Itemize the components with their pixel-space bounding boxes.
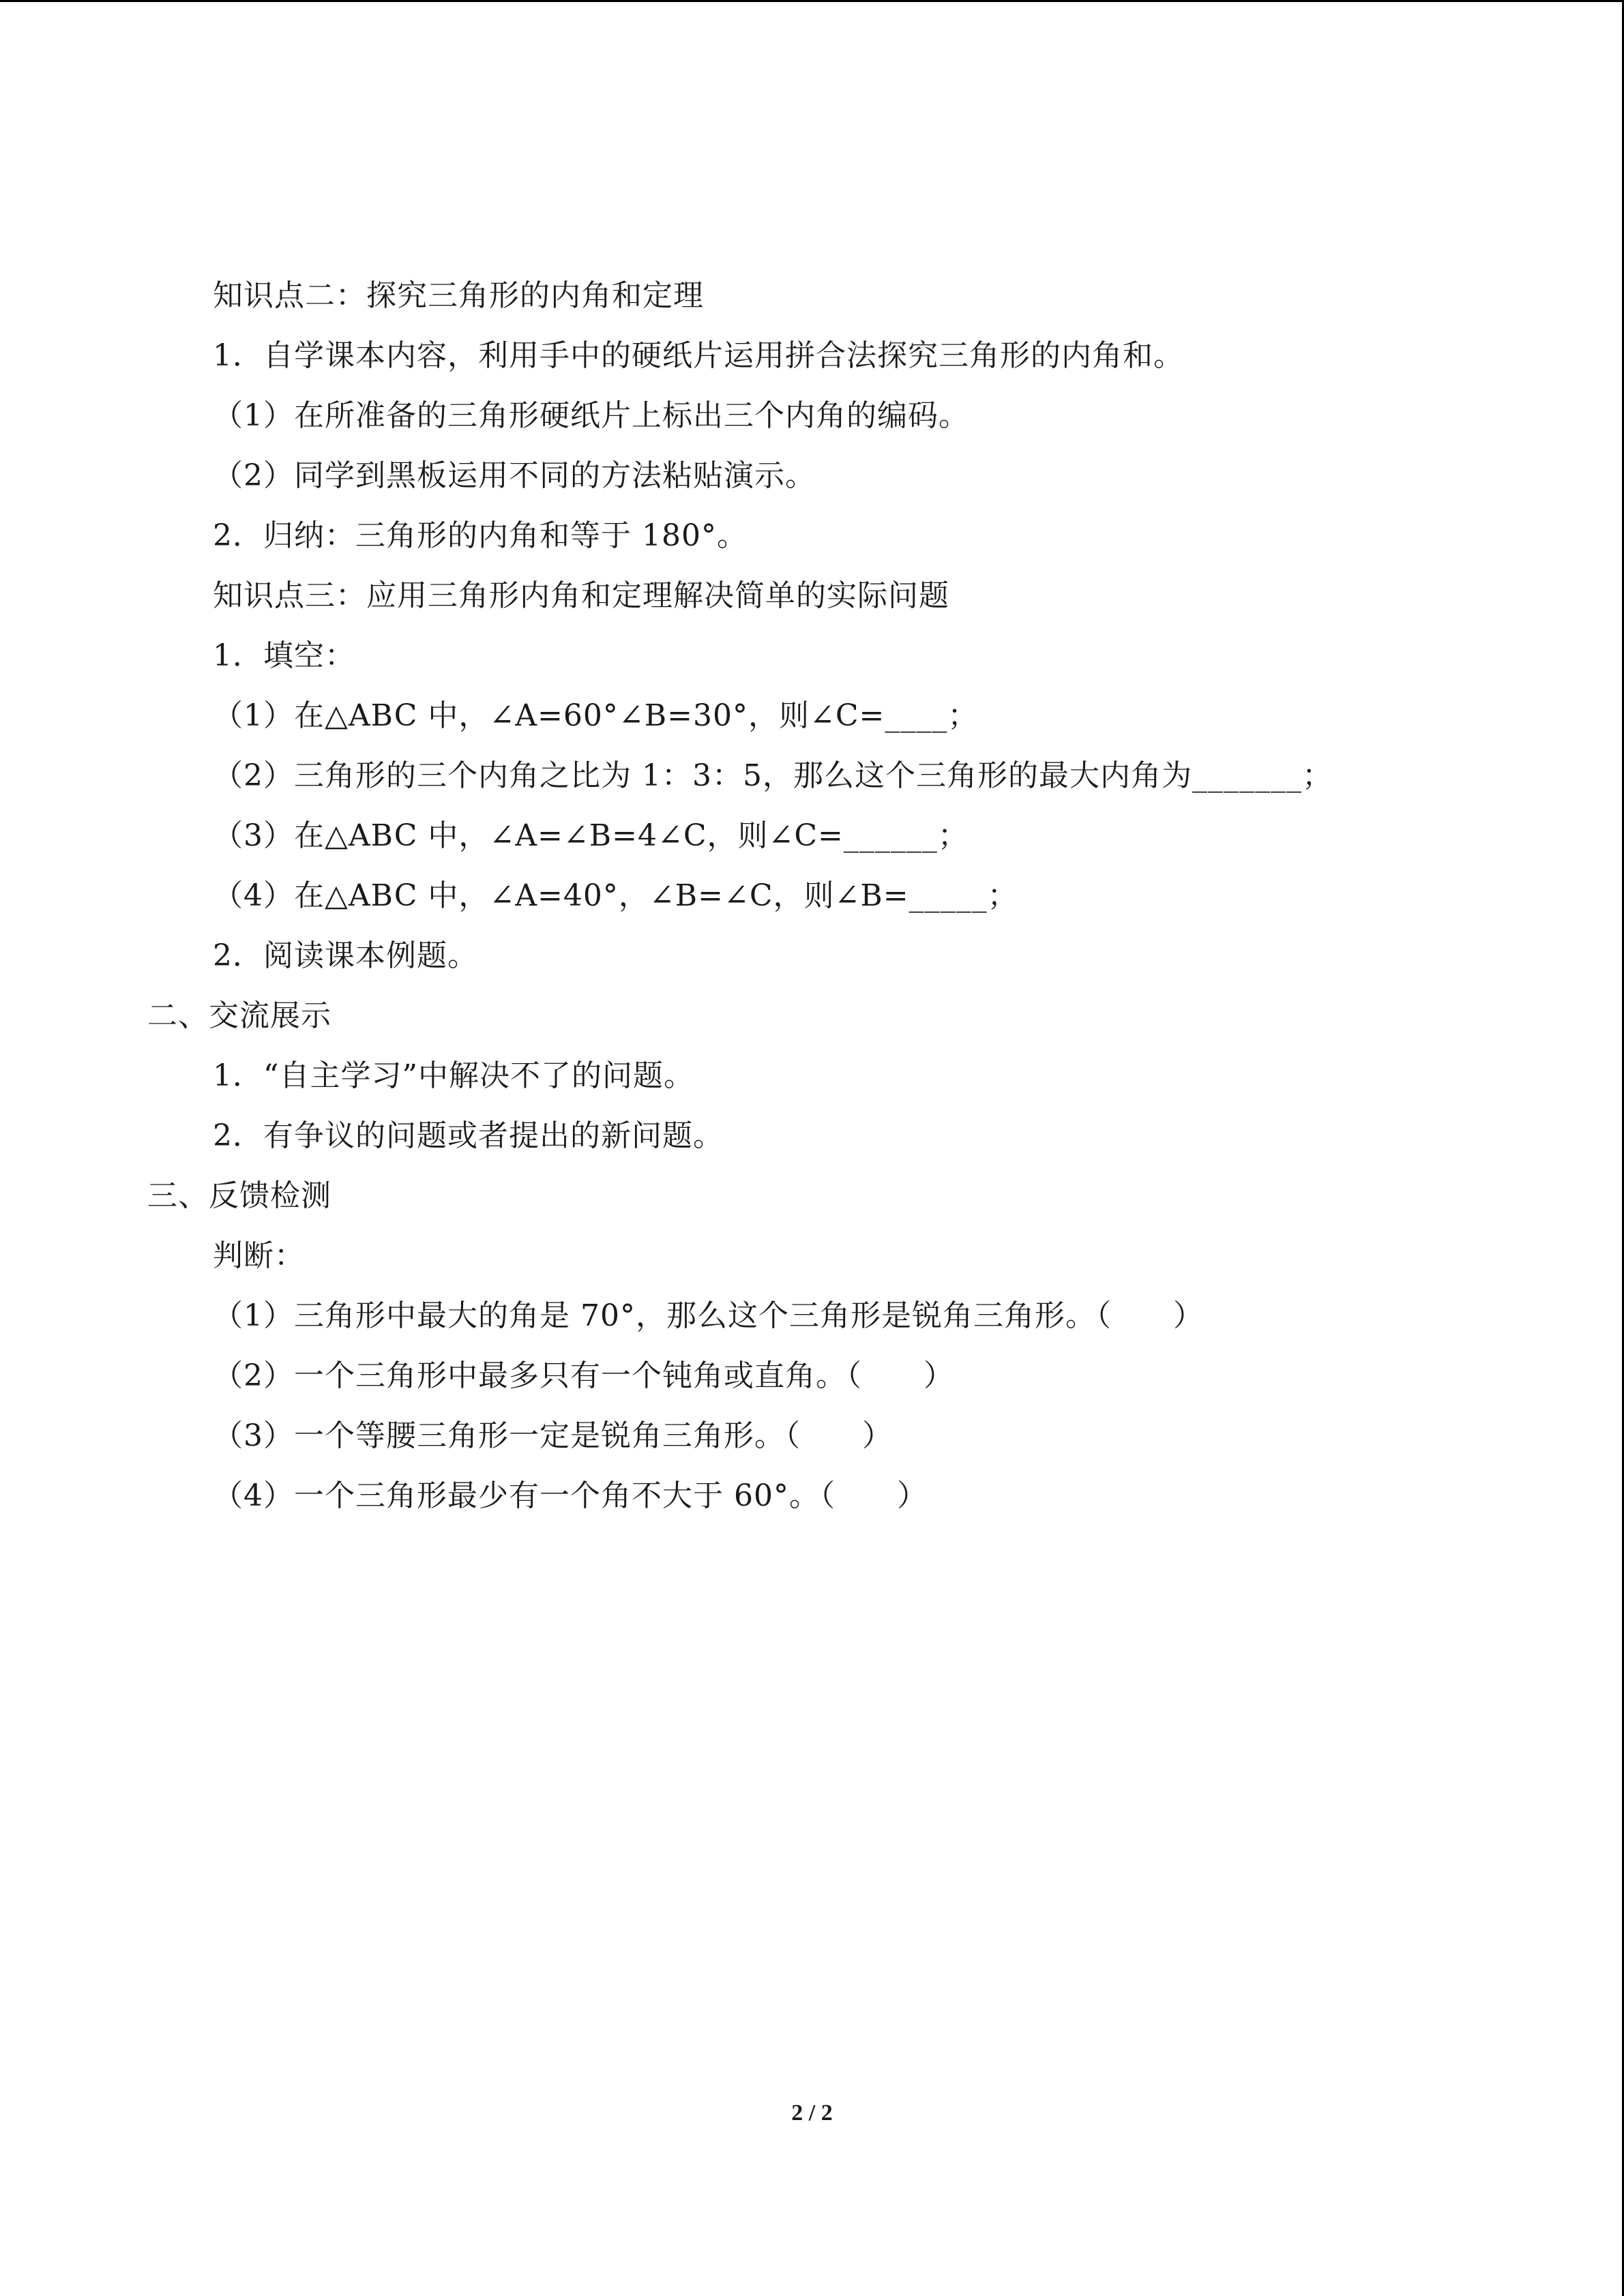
true-false-question: （1）三角形中最大的角是 70°，那么这个三角形是锐角三角形。（ ） — [213, 1298, 1204, 1333]
section-heading-knowledge-point-3: 知识点三：应用三角形内角和定理解决简单的实际问题 — [213, 578, 949, 613]
fill-blank-question: （3）在△ABC 中，∠A=∠B=4∠C，则∠C=______； — [213, 818, 969, 853]
paragraph-item: 2．阅读课本例题。 — [213, 938, 478, 973]
true-false-question: （2）一个三角形中最多只有一个钝角或直角。（ ） — [213, 1358, 954, 1393]
fill-blank-question: （2）三角形的三个内角之比为 1：3：5，那么这个三角形的最大内角为_______； — [213, 758, 1333, 793]
section-heading-feedback: 三、反馈检测 — [147, 1178, 331, 1213]
paragraph-item: 1．“自主学习”中解决不了的问题。 — [213, 1058, 694, 1093]
section-heading-knowledge-point-2: 知识点二：探究三角形的内角和定理 — [213, 278, 704, 313]
paragraph-item: 2．归纳：三角形的内角和等于 180°。 — [213, 518, 748, 553]
paragraph-subitem: （1）在所准备的三角形硬纸片上标出三个内角的编码。 — [213, 398, 969, 433]
paragraph-subitem: （2）同学到黑板运用不同的方法粘贴演示。 — [213, 458, 816, 493]
fill-blank-question: （4）在△ABC 中，∠A=40°，∠B=∠C，则∠B=_____； — [213, 878, 1018, 913]
page-border-top — [0, 0, 1624, 2]
page-number: 2 / 2 — [791, 2100, 833, 2126]
true-false-question: （4）一个三角形最少有一个角不大于 60°。（ ） — [213, 1478, 928, 1513]
paragraph-item: 1．填空： — [213, 638, 355, 673]
paragraph-item: 2．有争议的问题或者提出的新问题。 — [213, 1118, 724, 1153]
paragraph-item: 判断： — [213, 1238, 305, 1273]
fill-blank-question: （1）在△ABC 中，∠A=60°∠B=30°，则∠C=____； — [213, 698, 979, 733]
paragraph-item: 1．自学课本内容，利用手中的硬纸片运用拼合法探究三角形的内角和。 — [213, 338, 1184, 373]
section-heading-exchange: 二、交流展示 — [147, 998, 331, 1033]
true-false-question: （3）一个等腰三角形一定是锐角三角形。（ ） — [213, 1418, 893, 1453]
